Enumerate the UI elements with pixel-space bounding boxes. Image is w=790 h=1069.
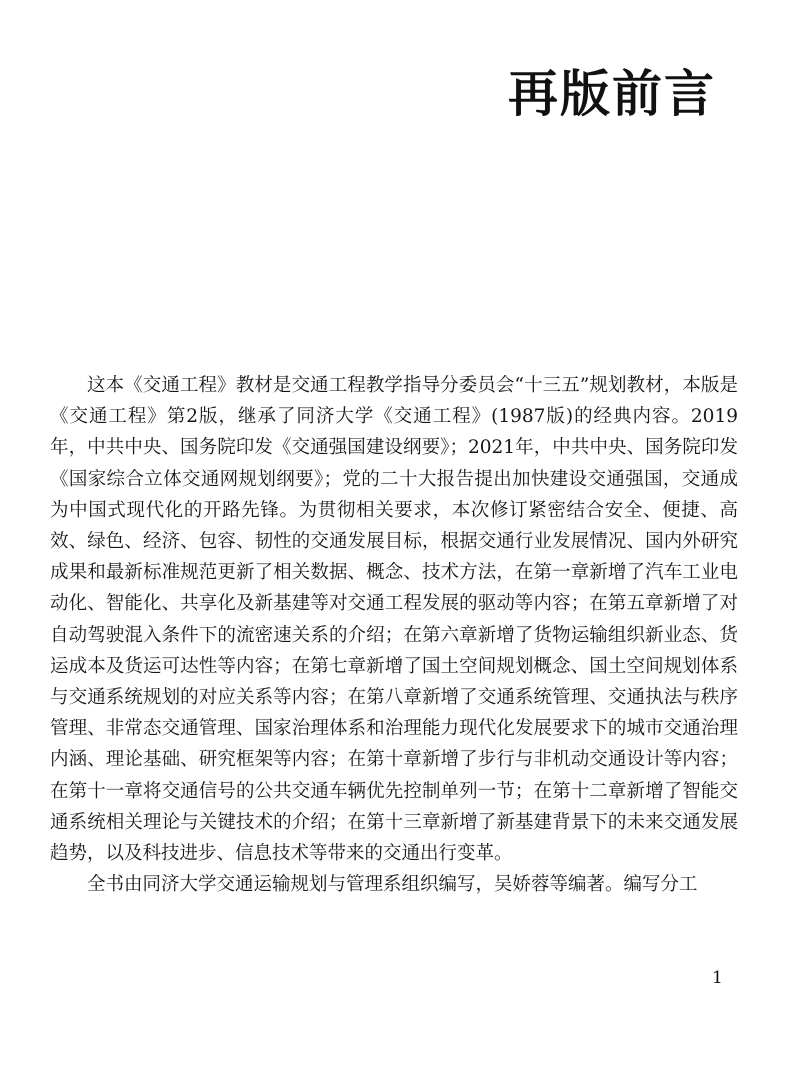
page-number: 1 <box>712 968 723 988</box>
paragraph-revision-summary: 这本《交通工程》教材是交通工程教学指导分委员会“十三五”规划教材，本版是《交通工程》第2版，继承了同济大学《交通工程》(1987版)的经典内容。2019年，中共中央、国务院印发《交通强国建设纲要》；2021年，中共中央、国务院印发《国家综合立体交通网规划纲要》；党的二十大报告提出加快建设交通强国，交通成为中国式现代化的开路先锋。为贯彻相关要求，本次修订紧密结合安全、便捷、高效、绿色、经济、包容、韧性的交通发展目标，根据交通行业发展情况、国内外研究成果和最新标准规范更新了相关数据、概念、技术方法，在第一章新增了汽车工业电动化、智能化、共享化及新基建等对交通工程发展的驱动等内容；在第五章新增了对自动驾驶混入条件下的流密速关系的介绍；在第六章新增了货物运输组织新业态、货运成本及货运可达性等内容；在第七章新增了国土空间规划概念、国土空间规划体系与交通系统规划的对应关系等内容；在第八章新增了交通系统管理、交通执法与秩序管理、非常态交通管理、国家治理体系和治理能力现代化发展要求下的城市交通治理内涵、理论基础、研究框架等内容；在第十章新增了步行与非机动交通设计等内容；在第十一章将交通信号的公共交通车辆优先控制单列一节；在第十二章新增了智能交通系统相关理论与关键技术的介绍；在第十三章新增了新基建背景下的未来交通发展趋势，以及科技进步、信息技术等带来的交通出行变革。 <box>50 375 738 865</box>
paragraph-authorship: 全书由同济大学交通运输规划与管理系组织编写，吴娇蓉等编著。编写分工 <box>87 874 698 896</box>
body-text <box>50 370 738 900</box>
page-title: 再版前言 <box>508 65 716 123</box>
